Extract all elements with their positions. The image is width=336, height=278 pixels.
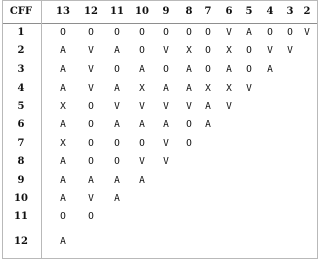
cell-r8-c11: O — [114, 156, 120, 167]
cell-r3-c11: O — [114, 64, 120, 75]
row-label-11: 11 — [14, 211, 28, 222]
column-header-4: 4 — [266, 6, 274, 17]
corner-label: CFF — [9, 6, 33, 17]
cell-r6-c10: A — [139, 119, 145, 130]
cell-r8-c10: V — [139, 156, 145, 167]
cell-r6-c8: O — [186, 119, 192, 130]
cell-r1-c9: O — [163, 27, 169, 38]
cell-r2-c12: V — [88, 45, 94, 56]
cell-r1-c5: A — [246, 27, 252, 38]
cell-r2-c8: X — [186, 45, 192, 56]
cell-r6-c9: A — [163, 119, 169, 130]
cell-r7-c11: O — [114, 138, 120, 149]
column-header-12: 12 — [84, 6, 98, 17]
cell-r2-c7: O — [205, 45, 211, 56]
cell-r3-c10: A — [139, 64, 145, 75]
cell-r5-c9: V — [163, 101, 169, 112]
column-header-13: 13 — [56, 6, 70, 17]
cell-r4-c6: X — [226, 83, 232, 94]
cell-r1-c3: O — [287, 27, 293, 38]
cell-r8-c9: V — [163, 156, 169, 167]
cell-r12-c13: A — [60, 236, 66, 247]
cell-r11-c12: O — [88, 211, 94, 222]
cell-r4-c11: A — [114, 83, 120, 94]
cell-r5-c13: X — [60, 101, 66, 112]
column-header-11: 11 — [110, 6, 124, 17]
cell-r8-c12: O — [88, 156, 94, 167]
cell-r5-c7: A — [205, 101, 211, 112]
row-label-7: 7 — [17, 138, 25, 149]
cell-r4-c5: V — [246, 83, 252, 94]
cell-r3-c13: A — [60, 64, 66, 75]
cell-r10-c12: V — [88, 193, 94, 204]
cell-r3-c7: O — [205, 64, 211, 75]
cell-r4-c7: X — [205, 83, 211, 94]
row-label-2: 2 — [17, 45, 25, 56]
cell-r1-c6: V — [226, 27, 232, 38]
cell-r11-c13: O — [60, 211, 66, 222]
cell-r5-c10: V — [139, 101, 145, 112]
cell-r1-c12: O — [88, 27, 94, 38]
row-label-8: 8 — [17, 156, 25, 167]
cell-r4-c9: A — [163, 83, 169, 94]
cell-r4-c12: V — [88, 83, 94, 94]
cell-r7-c9: V — [163, 138, 169, 149]
column-header-9: 9 — [162, 6, 170, 17]
cell-r5-c12: O — [88, 101, 94, 112]
cell-r3-c4: A — [267, 64, 273, 75]
cell-r7-c12: O — [88, 138, 94, 149]
cell-r10-c11: A — [114, 193, 120, 204]
cell-r2-c11: A — [114, 45, 120, 56]
column-header-2: 2 — [303, 6, 311, 17]
cell-r9-c12: A — [88, 175, 94, 186]
row-label-9: 9 — [17, 175, 25, 186]
row-label-1: 1 — [17, 27, 25, 38]
cell-r2-c5: O — [246, 45, 252, 56]
cell-r6-c11: A — [114, 119, 120, 130]
cell-r2-c10: O — [139, 45, 145, 56]
column-header-10: 10 — [135, 6, 149, 17]
cell-r4-c13: A — [60, 83, 66, 94]
row-label-6: 6 — [17, 119, 25, 130]
cell-r2-c13: A — [60, 45, 66, 56]
cell-r5-c6: V — [226, 101, 232, 112]
cell-r7-c8: O — [186, 138, 192, 149]
column-header-7: 7 — [204, 6, 212, 17]
cell-r6-c7: A — [205, 119, 211, 130]
cell-r4-c8: A — [186, 83, 192, 94]
cell-r2-c9: V — [163, 45, 169, 56]
cell-r9-c10: A — [139, 175, 145, 186]
cff-matrix-table — [2, 0, 318, 259]
cell-r1-c8: O — [186, 27, 192, 38]
row-label-3: 3 — [17, 64, 25, 75]
cell-r9-c11: A — [114, 175, 120, 186]
column-header-5: 5 — [245, 6, 253, 17]
cell-r1-c10: O — [139, 27, 145, 38]
cell-r2-c3: V — [287, 45, 293, 56]
row-label-divider — [41, 1, 42, 258]
cell-r4-c10: X — [139, 83, 145, 94]
cell-r3-c12: V — [88, 64, 94, 75]
column-header-8: 8 — [185, 6, 193, 17]
cell-r6-c12: O — [88, 119, 94, 130]
cell-r1-c7: O — [205, 27, 211, 38]
cell-r7-c10: O — [139, 138, 145, 149]
cell-r2-c6: X — [226, 45, 232, 56]
row-label-10: 10 — [14, 193, 28, 204]
cell-r5-c8: V — [186, 101, 192, 112]
row-label-12: 12 — [14, 236, 28, 247]
cell-r7-c13: X — [60, 138, 66, 149]
cell-r3-c6: A — [226, 64, 232, 75]
cell-r10-c13: A — [60, 193, 66, 204]
cell-r3-c5: O — [246, 64, 252, 75]
cell-r3-c8: A — [186, 64, 192, 75]
cell-r1-c11: O — [114, 27, 120, 38]
column-header-6: 6 — [225, 6, 233, 17]
row-label-5: 5 — [17, 101, 25, 112]
cell-r6-c13: A — [60, 119, 66, 130]
cell-r1-c13: O — [60, 27, 66, 38]
cell-r1-c4: O — [267, 27, 273, 38]
column-header-3: 3 — [286, 6, 294, 17]
cell-r3-c9: O — [163, 64, 169, 75]
cell-r5-c11: V — [114, 101, 120, 112]
row-label-4: 4 — [17, 83, 25, 94]
cell-r1-c2: V — [304, 27, 310, 38]
cell-r2-c4: V — [267, 45, 273, 56]
cell-r8-c13: A — [60, 156, 66, 167]
cell-r9-c13: A — [60, 175, 66, 186]
